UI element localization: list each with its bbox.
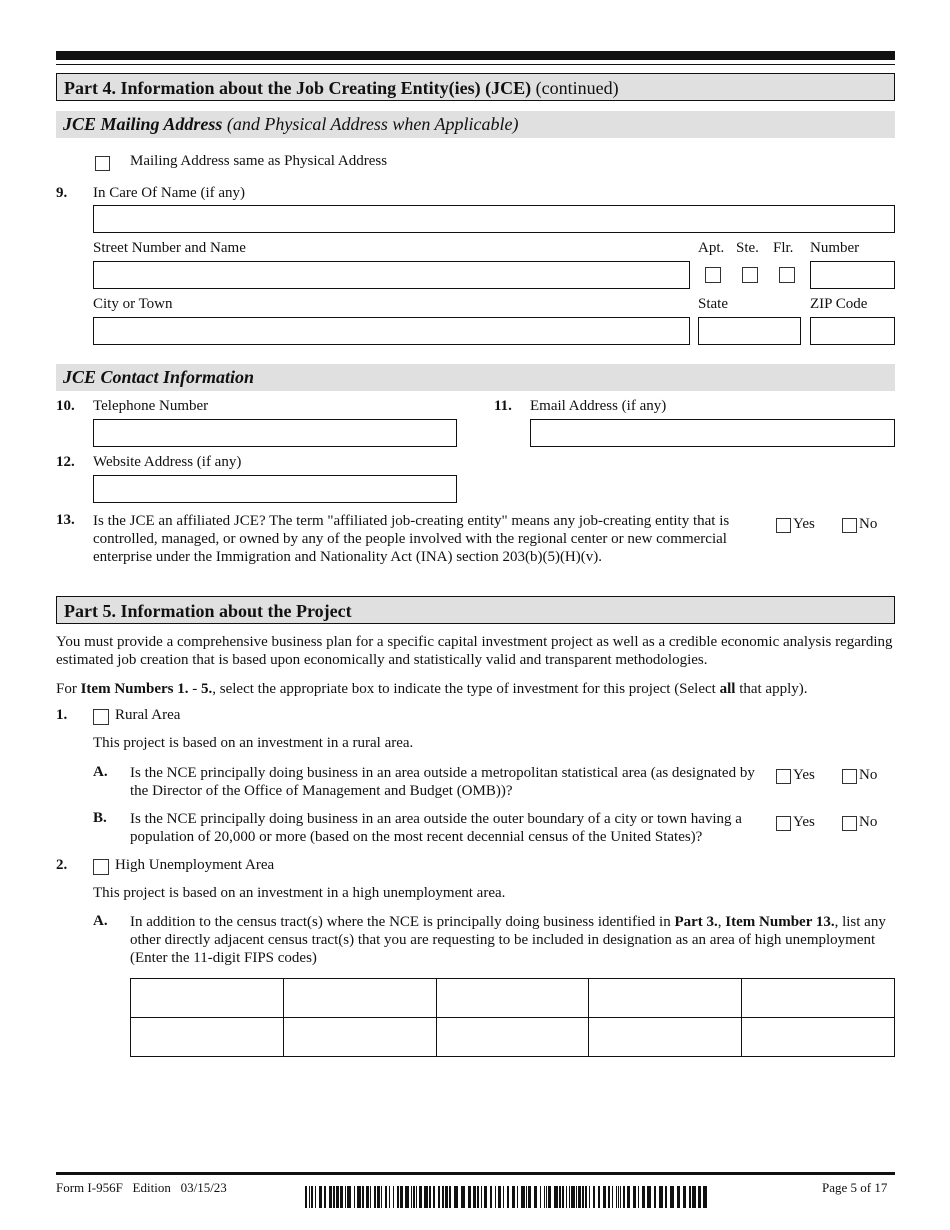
- item-13-yes-label: Yes: [793, 516, 815, 532]
- barcode-bar: [329, 1186, 332, 1208]
- barcode-bar: [393, 1186, 394, 1208]
- barcode-bar: [311, 1186, 313, 1208]
- item-13-no-label: No: [859, 516, 878, 532]
- barcode-bar: [366, 1186, 369, 1208]
- zip-label: ZIP Code: [810, 296, 868, 312]
- barcode-bar: [495, 1186, 496, 1208]
- barcode-bar: [362, 1186, 364, 1208]
- street-label: Street Number and Name: [93, 240, 246, 256]
- fips-code-input[interactable]: [742, 1018, 895, 1057]
- item-1b-yes-label: Yes: [793, 814, 815, 830]
- barcode-bar: [438, 1186, 440, 1208]
- item-13-question: Is the JCE an affiliated JCE? The term "affiliated job-creating entity" means any job-creating entity that is controlled, managed, or owned by any of the people involved with the regional center or new commercial enterprise under the Immigration and Nationality Act (INA) section 203(b)(5)(H)(v).: [93, 513, 730, 565]
- same-as-physical-checkbox[interactable]: [95, 156, 110, 171]
- barcode-bar: [442, 1186, 444, 1208]
- barcode-bar: [576, 1186, 577, 1208]
- barcode-bar: [454, 1186, 458, 1208]
- barcode-bar: [517, 1186, 518, 1208]
- barcode-bar: [598, 1186, 600, 1208]
- barcode-bar: [603, 1186, 606, 1208]
- barcode-bar: [642, 1186, 645, 1208]
- in-care-of-input[interactable]: [93, 205, 895, 233]
- ste-checkbox[interactable]: [742, 267, 758, 283]
- footer-rule: [56, 1172, 895, 1175]
- barcode-bar: [578, 1186, 581, 1208]
- part5-intro: You must provide a comprehensive business plan for a specific capital investment project as well as a credible economic analysis regarding estimated job creation that is based upon economically and statistically valid and transparent methodologies.: [56, 634, 893, 668]
- barcode-bar: [546, 1186, 547, 1208]
- city-label: City or Town: [93, 296, 173, 312]
- barcode-bar: [562, 1186, 564, 1208]
- barcode-bar: [319, 1186, 322, 1208]
- barcode-bar: [612, 1186, 613, 1208]
- barcode-bar: [370, 1186, 371, 1208]
- barcode-bar: [654, 1186, 656, 1208]
- barcode-bar: [411, 1186, 412, 1208]
- item-1b-question: Is the NCE principally doing business in an area outside the outer boundary of a city or town having a population of 20,000 or more (based on the most recent decennial census of the United States)?: [130, 811, 742, 845]
- barcode-bar: [305, 1186, 307, 1208]
- form-edition: Form I-956F Edition 03/15/23: [56, 1180, 227, 1195]
- barcode-bar: [413, 1186, 415, 1208]
- barcode-bar: [340, 1186, 343, 1208]
- barcode-bar: [424, 1186, 428, 1208]
- fips-code-input[interactable]: [131, 979, 284, 1018]
- barcode-bar: [528, 1186, 531, 1208]
- barcode-bar: [512, 1186, 515, 1208]
- barcode-bar: [345, 1186, 346, 1208]
- barcode-bar: [677, 1186, 680, 1208]
- barcode-bar: [498, 1186, 501, 1208]
- rural-area-label: Rural Area: [115, 707, 181, 723]
- apt-checkbox[interactable]: [705, 267, 721, 283]
- telephone-label: Telephone Number: [93, 398, 209, 414]
- item-1-number: 1.: [56, 707, 68, 723]
- in-care-of-label: In Care Of Name (if any): [93, 185, 246, 201]
- barcode-bar: [400, 1186, 403, 1208]
- barcode-bar: [608, 1186, 610, 1208]
- apt-label: Apt.: [698, 240, 725, 256]
- barcode-bar: [569, 1186, 570, 1208]
- item-1b-no-label: No: [859, 814, 878, 830]
- barcode-bar: [481, 1186, 482, 1208]
- fips-code-input[interactable]: [283, 979, 436, 1018]
- item-1b-no-checkbox[interactable]: [842, 816, 857, 831]
- item-2a-question: In addition to the census tract(s) where the NCE is principally doing business identified in Part 3., Item Number 13., list any other directly adjacent census tract(s) that you are requesting to be included in designation as an area of high unemployment (Enter the 11-digit FIPS codes): [130, 914, 886, 966]
- barcode-bar: [627, 1186, 630, 1208]
- barcode-bar: [593, 1186, 595, 1208]
- flr-label: Flr.: [773, 240, 794, 256]
- barcode-bar: [620, 1186, 621, 1208]
- barcode-bar: [571, 1186, 575, 1208]
- item-9-number: 9.: [56, 185, 68, 201]
- barcode-bar: [490, 1186, 492, 1208]
- item-13-yes-checkbox[interactable]: [776, 518, 791, 533]
- jce-contact-section: JCE Contact Information: [56, 364, 895, 391]
- state-label: State: [698, 296, 728, 312]
- barcode-bar: [357, 1186, 361, 1208]
- top-rule-thin: [56, 64, 895, 65]
- barcode-bar: [647, 1186, 651, 1208]
- page-number: Page 5 of 17: [822, 1180, 888, 1195]
- rural-area-description: This project is based on an investment in a rural area.: [93, 735, 414, 751]
- barcode-bar: [585, 1186, 587, 1208]
- barcode-bar: [521, 1186, 525, 1208]
- barcode-bar: [692, 1186, 696, 1208]
- item-13-number: 13.: [56, 512, 75, 528]
- item-1a-letter: A.: [93, 764, 108, 780]
- item-1b-letter: B.: [93, 810, 107, 826]
- barcode-bar: [461, 1186, 465, 1208]
- barcode-bar: [354, 1186, 355, 1208]
- barcode-bar: [566, 1186, 567, 1208]
- barcode-bar: [381, 1186, 382, 1208]
- barcode-bar: [377, 1186, 380, 1208]
- item-10-number: 10.: [56, 398, 75, 414]
- barcode-bar: [374, 1186, 376, 1208]
- flr-checkbox[interactable]: [779, 267, 795, 283]
- barcode-bar: [670, 1186, 674, 1208]
- item-1a-yes-checkbox[interactable]: [776, 769, 791, 784]
- fips-code-input[interactable]: [436, 979, 589, 1018]
- barcode-bar: [554, 1186, 558, 1208]
- barcode-bar: [429, 1186, 431, 1208]
- barcode-bar: [503, 1186, 504, 1208]
- street-input[interactable]: [93, 261, 690, 289]
- item-2-number: 2.: [56, 857, 68, 873]
- barcode-bar: [445, 1186, 448, 1208]
- barcode-bar: [324, 1186, 326, 1208]
- barcode-bar: [389, 1186, 390, 1208]
- barcode-bar: [559, 1186, 561, 1208]
- barcode-image: [305, 1186, 711, 1208]
- barcode-bar: [336, 1186, 339, 1208]
- fips-code-input[interactable]: [131, 1018, 284, 1057]
- barcode-bar: [315, 1186, 316, 1208]
- fips-code-input[interactable]: [436, 1018, 589, 1057]
- barcode-bar: [419, 1186, 422, 1208]
- zip-input[interactable]: [810, 317, 895, 345]
- barcode-bar: [507, 1186, 509, 1208]
- barcode-bar: [468, 1186, 471, 1208]
- jce-mailing-address-section: JCE Mailing Address (and Physical Address when Applicable): [56, 111, 895, 138]
- barcode-bar: [347, 1186, 351, 1208]
- high-unemployment-label: High Unemployment Area: [115, 857, 275, 873]
- fips-code-input[interactable]: [589, 1018, 742, 1057]
- barcode-bar: [698, 1186, 701, 1208]
- barcode-bar: [309, 1186, 310, 1208]
- part5-instructions: For Item Numbers 1. - 5., select the appropriate box to indicate the type of investment for this project (Select all that apply).: [56, 681, 808, 697]
- item-1a-no-label: No: [859, 767, 878, 783]
- barcode-bar: [703, 1186, 707, 1208]
- barcode-bar: [333, 1186, 335, 1208]
- barcode-bar: [397, 1186, 399, 1208]
- website-label: Website Address (if any): [93, 454, 242, 470]
- item-1b-yes-checkbox[interactable]: [776, 816, 791, 831]
- barcode-bar: [683, 1186, 686, 1208]
- barcode-bar: [526, 1186, 527, 1208]
- part5-header: Part 5. Information about the Project: [56, 596, 895, 624]
- barcode-bar: [659, 1186, 663, 1208]
- barcode-bar: [589, 1186, 590, 1208]
- number-label: Number: [810, 240, 860, 256]
- fips-code-input[interactable]: [283, 1018, 436, 1057]
- high-unemployment-description: This project is based on an investment in a high unemployment area.: [93, 885, 506, 901]
- barcode-bar: [548, 1186, 551, 1208]
- top-rule-thick: [56, 51, 895, 60]
- same-as-physical-label: Mailing Address same as Physical Address: [130, 153, 388, 169]
- item-12-number: 12.: [56, 454, 75, 470]
- barcode-bar: [484, 1186, 487, 1208]
- barcode-bar: [534, 1186, 537, 1208]
- rural-area-checkbox[interactable]: [93, 709, 109, 725]
- barcode-bar: [477, 1186, 479, 1208]
- barcode-bar: [405, 1186, 409, 1208]
- website-input[interactable]: [93, 475, 457, 503]
- barcode-bar: [540, 1186, 541, 1208]
- barcode-bar: [623, 1186, 625, 1208]
- ste-label: Ste.: [736, 240, 759, 256]
- fips-code-input[interactable]: [589, 979, 742, 1018]
- barcode-bar: [385, 1186, 387, 1208]
- email-label: Email Address (if any): [530, 398, 667, 414]
- barcode-bar: [449, 1186, 451, 1208]
- barcode-bar: [416, 1186, 417, 1208]
- telephone-input[interactable]: [93, 419, 457, 447]
- item-13-no-checkbox[interactable]: [842, 518, 857, 533]
- barcode-bar: [638, 1186, 639, 1208]
- barcode-bar: [665, 1186, 667, 1208]
- fips-code-input[interactable]: [742, 979, 895, 1018]
- barcode-bar: [616, 1186, 617, 1208]
- barcode-bar: [473, 1186, 476, 1208]
- item-2a-letter: A.: [93, 913, 108, 929]
- barcode-bar: [633, 1186, 636, 1208]
- apt-number-input[interactable]: [810, 261, 895, 289]
- high-unemployment-checkbox[interactable]: [93, 859, 109, 875]
- fips-codes-grid: [130, 978, 895, 1057]
- state-select[interactable]: [698, 317, 801, 345]
- part4-header: Part 4. Information about the Job Creating Entity(ies) (JCE) (continued): [56, 73, 895, 101]
- item-1a-no-checkbox[interactable]: [842, 769, 857, 784]
- email-input[interactable]: [530, 419, 895, 447]
- item-11-number: 11.: [494, 398, 512, 414]
- barcode-bar: [433, 1186, 435, 1208]
- barcode-bar: [689, 1186, 691, 1208]
- barcode-bar: [582, 1186, 584, 1208]
- city-input[interactable]: [93, 317, 690, 345]
- barcode-bar: [544, 1186, 545, 1208]
- barcode-bar: [618, 1186, 619, 1208]
- item-1a-yes-label: Yes: [793, 767, 815, 783]
- item-1a-question: Is the NCE principally doing business in an area outside a metropolitan statistical area (as designated by the Director of the Office of Management and Budget (OMB))?: [130, 765, 755, 799]
